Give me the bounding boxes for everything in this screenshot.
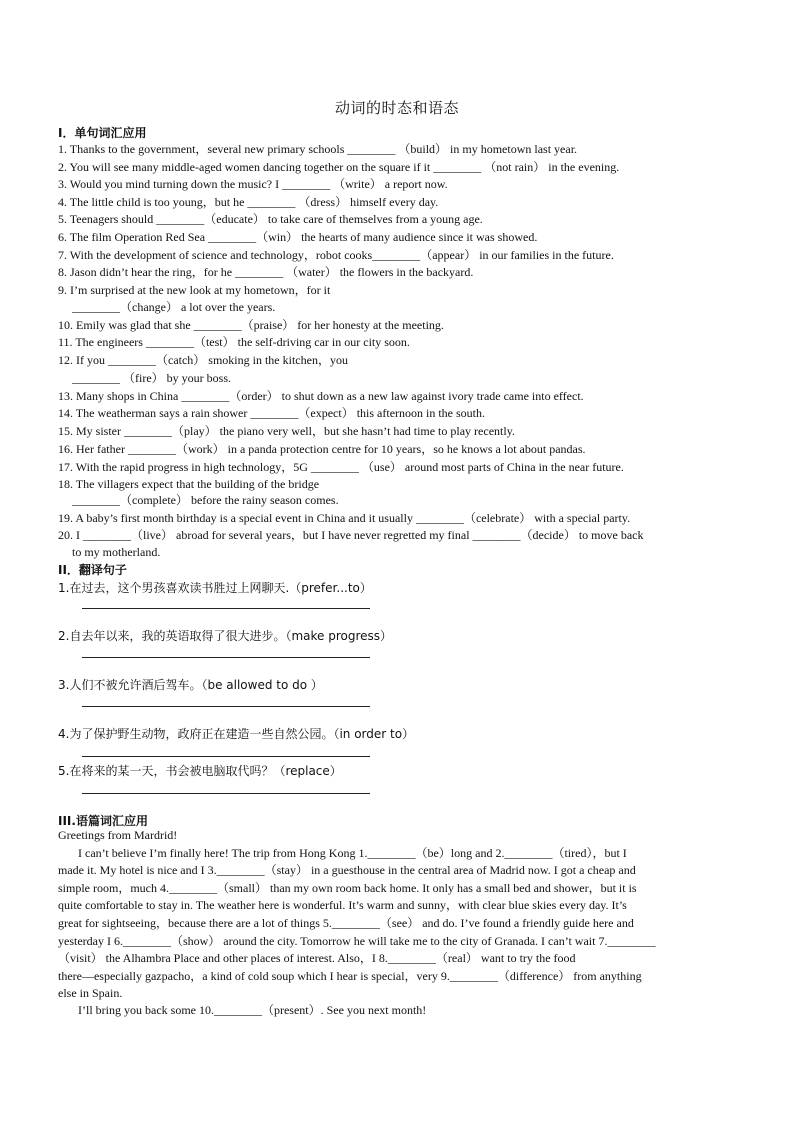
section-1-heading: I．单句词汇应用 [58,126,147,140]
answer-line-3[interactable] [82,706,370,707]
page-title: 动词的时态和语态 [334,99,459,117]
s3-line-8: there—especially gazpacho，a kind of cold soup which I hear is special，very 9.________（difference） from anything [58,968,642,983]
s1-line-6: 6. The film Operation Red Sea ________（win） the hearts of many audience since it was showed. [58,230,538,244]
translate-item-5: 5.在将来的某一天，书会被电脑取代吗？（replace） [58,764,342,778]
s1-line-3: 3. Would you mind turning down the music? I ________ （write） a report now. [58,177,448,191]
letter-greeting: Greetings from Mardrid! [58,828,178,842]
answer-line-4[interactable] [82,756,370,757]
s1-line-14: ________ （fire） by your boss. [72,371,231,385]
s3-line-4: quite comfortable to stay in. The weather here is wonderful. It’s warm and sunny，with clear blue skies every day. It’s [58,898,627,912]
s1-line-18: 16. Her father ________（work） in a panda protection centre for 10 years，so he knows a lot about pandas. [58,441,586,456]
s1-line-1: 1. Thanks to the government，several new primary schools ________ （build） in my hometown last year. [58,142,578,156]
s1-line-20: 18. The villagers expect that the building of the bridge [58,476,320,491]
s1-line-4: 4. The little child is too young，but he ________ （dress） himself every day. [58,194,439,209]
s3-line-6: yesterday I 6.________（show） around the city. Tomorrow he will take me to the city of Granada. I can’t wait 7.________ [58,933,656,948]
translate-item-3: 3.人们不被允许酒后驾车。（be allowed to do ） [58,678,323,692]
s1-line-17: 15. My sister ________（play） the piano very well，but she hasn’t had time to play recently. [58,424,515,438]
s1-line-10: ________（change） a lot over the years. [72,300,276,314]
s1-line-13: 12. If you ________（catch） smoking in the kitchen，you [58,353,348,367]
s3-line-7: （visit） the Alhambra Place and other places of interest. Also，I 8.________（real） want to try the food [58,951,576,965]
answer-line-1[interactable] [82,608,370,609]
translate-item-1: 1.在过去，这个男孩喜欢读书胜过上网聊天.（prefer...to） [58,581,372,595]
s3-line-10: I’ll bring you back some 10.________（present）. See you next month! [78,1003,427,1017]
s1-line-12: 11. The engineers ________（test） the self-driving car in our city soon. [58,335,410,349]
answer-line-2[interactable] [82,657,370,658]
s1-line-15: 13. Many shops in China ________（order） to shut down as a new law against ivory trade came into effect. [58,388,584,403]
s1-line-9: 9. I’m surprised at the new look at my hometown，for it [58,282,331,297]
s1-line-11: 10. Emily was glad that she ________（praise） for her honesty at the meeting. [58,317,444,332]
s3-line-1: I can’t believe I’m finally here! The trip from Hong Kong 1.________（be）long and 2.________（tired），but I [78,845,627,860]
translate-item-4: 4.为了保护野生动物，政府正在建造一些自然公园。（in order to） [58,727,415,741]
s1-line-21: ________（complete） before the rainy season comes. [72,493,339,507]
s1-line-24: to my motherland. [72,545,161,559]
section-3-heading: III.语篇词汇应用 [58,814,148,828]
s1-line-23: 20. I ________（live） abroad for several years，but I have never regretted my final ________（decide） to move back [58,528,644,542]
s3-line-9: else in Spain. [58,986,123,1000]
s1-line-19: 17. With the rapid progress in high technology，5G ________ （use） around most parts of China in the near future. [58,459,624,474]
s3-line-5: great for sightseeing，because there are a lot of things 5.________（see） and do. I’ve found a friendly guide here and [58,916,634,930]
s1-line-16: 14. The weatherman says a rain shower ________（expect） this afternoon in the south. [58,406,486,420]
s3-line-2: made it. My hotel is nice and I 3.________（stay） in a guesthouse in the central area of Madrid now. I got a cheap and [58,863,636,877]
section-2-heading: II．翻译句子 [58,563,127,577]
translate-item-2: 2.自去年以来，我的英语取得了很大进步。（make progress） [58,629,393,643]
s1-line-2: 2. You will see many middle-aged women dancing together on the square if it ________ （not rain） in the evening. [58,159,620,174]
s1-line-8: 8. Jason didn’t hear the ring，for he ________ （water） the flowers in the backyard. [58,265,474,279]
s1-line-7: 7. With the development of science and technology，robot cooks________（appear） in our families in the future. [58,247,614,262]
s3-line-3: simple room，much 4.________（small） than my own room back home. It only has a small bed and shower，but it is [58,880,637,895]
answer-line-5[interactable] [82,793,370,794]
s1-line-22: 19. A baby’s first month birthday is a special event in China and it usually ________（celebrate） with a special party. [58,510,631,525]
s1-line-5: 5. Teenagers should ________（educate） to take care of themselves from a young age. [58,212,483,226]
